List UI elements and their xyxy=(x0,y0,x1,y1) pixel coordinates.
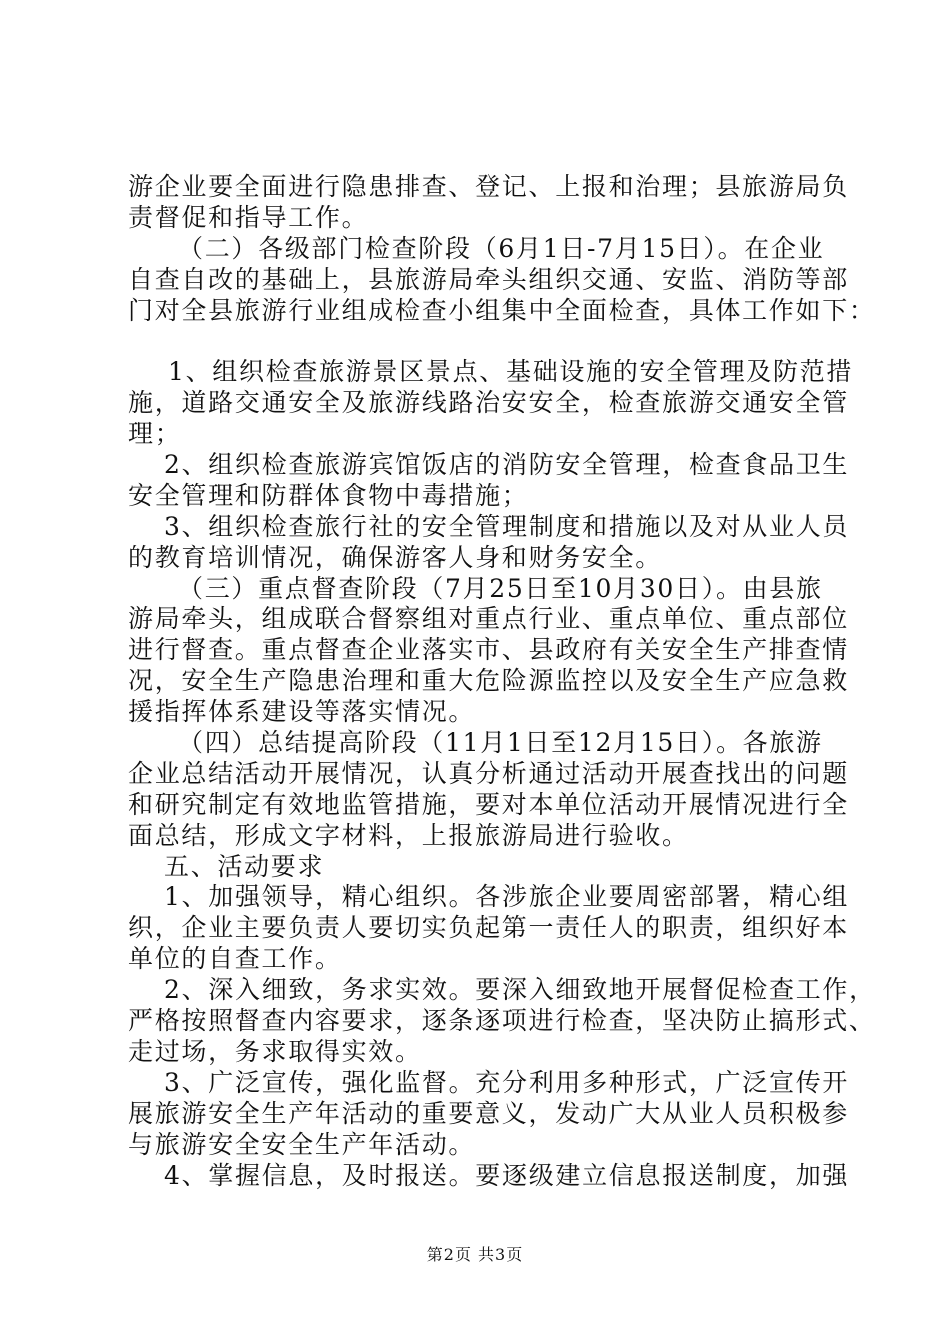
text-line: 2、组织检查旅游宾馆饭店的消防安全管理，检查食品卫生 xyxy=(164,450,850,480)
text-line: 安全管理和防群体食物中毒措施； xyxy=(128,480,529,510)
text-line: 责督促和指导工作。 xyxy=(128,202,369,232)
text-line: 严格按照督查内容要求，逐条逐项进行检查，坚决防止搞形式、 xyxy=(128,1006,876,1036)
document-body xyxy=(128,172,876,1191)
page-footer: 第2页 共3页 xyxy=(426,1245,524,1264)
text-line: 门对全县旅游行业组成检查小组集中全面检查，具体工作如下： xyxy=(128,295,876,325)
text-line: 4、掌握信息，及时报送。要逐级建立信息报送制度，加强 xyxy=(164,1160,850,1190)
text-line: 1、加强领导，精心组织。各涉旅企业要周密部署，精心组 xyxy=(164,882,850,912)
text-line: 3、组织检查旅行社的安全管理制度和措施以及对从业人员 xyxy=(164,511,850,541)
text-line: 游企业要全面进行隐患排查、登记、上报和治理；县旅游局负 xyxy=(128,172,849,201)
text-line: 和研究制定有效地监管措施，要对本单位活动开展情况进行全 xyxy=(128,789,849,819)
text-line: 援指挥体系建设等落实情况。 xyxy=(128,697,476,727)
section-heading: 五、活动要求 xyxy=(164,851,325,881)
text-line: 1、组织检查旅游景区景点、基础设施的安全管理及防范措 xyxy=(168,357,854,387)
text-line: 况，安全生产隐患治理和重大危险源监控以及安全生产应急救 xyxy=(128,666,849,696)
text-line: 自查自改的基础上，县旅游局牵头组织交通、安监、消防等部 xyxy=(128,264,849,294)
text-line: （四）总结提高阶段（11月1日至12月15日）。各旅游 xyxy=(178,728,823,758)
text-line: 游局牵头，组成联合督察组对重点行业、重点单位、重点部位 xyxy=(128,604,849,634)
text-line: （三）重点督查阶段（7月25日至10月30日）。由县旅 xyxy=(178,573,823,603)
text-line: 理； xyxy=(128,419,182,449)
text-line: 单位的自查工作。 xyxy=(128,944,342,974)
text-line: 走过场，务求取得实效。 xyxy=(128,1036,422,1066)
text-line: 织，企业主要负责人要切实负起第一责任人的职责，组织好本 xyxy=(128,913,849,943)
text-line: （二）各级部门检查阶段（6月1日-7月15日）。在企业 xyxy=(178,233,825,263)
text-line: 面总结，形成文字材料，上报旅游局进行验收。 xyxy=(128,820,689,850)
text-line: 展旅游安全生产年活动的重要意义，发动广大从业人员积极参 xyxy=(128,1098,849,1128)
text-line: 2、深入细致，务求实效。要深入细致地开展督促检查工作， xyxy=(164,975,876,1005)
text-line: 3、广泛宣传，强化监督。充分利用多种形式，广泛宣传开 xyxy=(164,1067,850,1097)
text-line: 进行督查。重点督查企业落实市、县政府有关安全生产排查情 xyxy=(128,635,849,665)
text-line: 施，道路交通安全及旅游线路治安安全，检查旅游交通安全管 xyxy=(128,388,849,418)
text-line: 企业总结活动开展情况，认真分析通过活动开展查找出的问题 xyxy=(128,758,849,788)
text-line: 的教育培训情况，确保游客人身和财务安全。 xyxy=(128,542,663,572)
text-line: 与旅游安全安全生产年活动。 xyxy=(128,1129,476,1159)
paragraph-gap xyxy=(128,326,832,357)
